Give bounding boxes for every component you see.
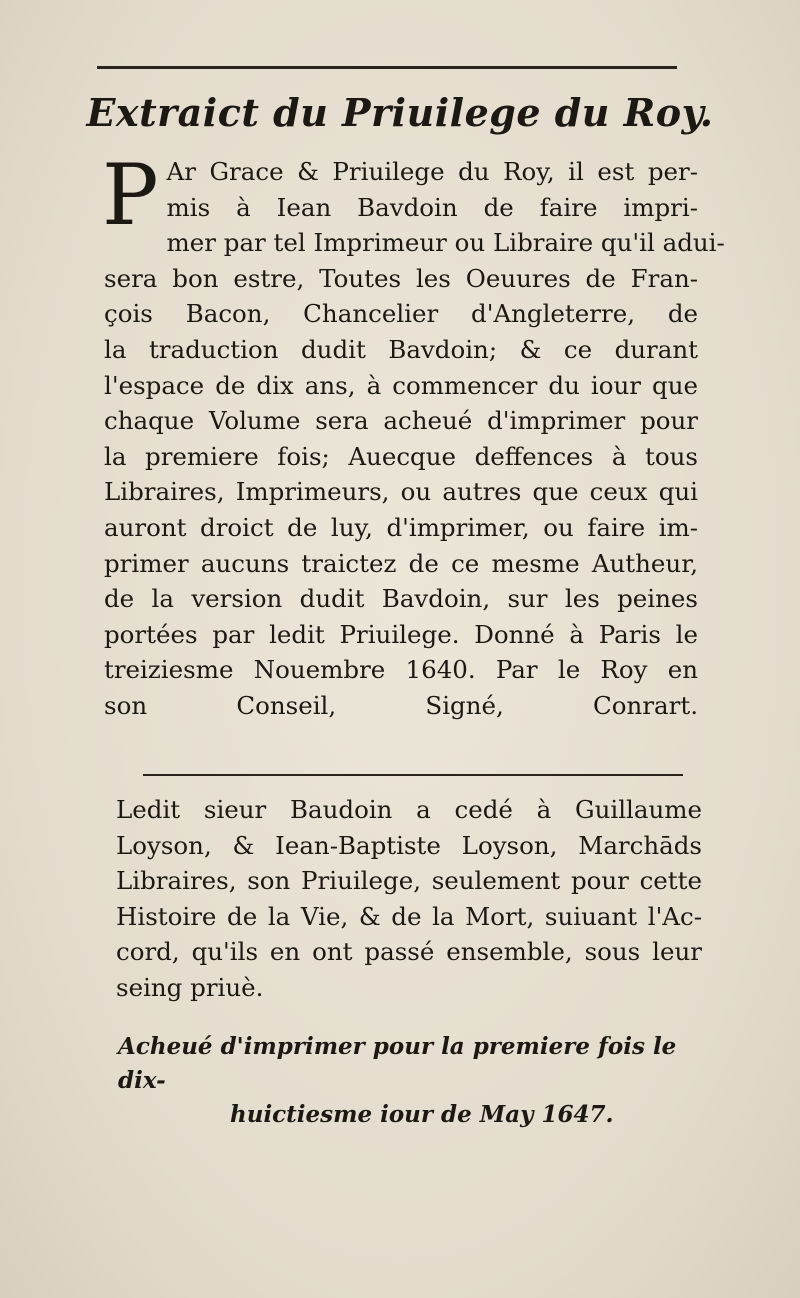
- privilege-signature-line: son Conseil, Signé, Conrart.: [104, 690, 698, 720]
- privilege-line: la traduction dudit Bavdoin; & ce durant: [104, 334, 698, 364]
- cession-text: [116, 792, 702, 1006]
- privilege-line: la premiere fois; Auecque deffences à tous: [104, 441, 698, 471]
- completion-line-1: Acheué d'imprimer pour la premiere fois le dix-: [118, 1033, 677, 1094]
- privilege-line: de la version dudit Bavdoin, sur les peines: [104, 584, 698, 614]
- privilege-line: auront droict de luy, d'imprimer, ou faire im-: [104, 512, 698, 542]
- privilege-text: [102, 146, 725, 724]
- privilege-line: çois Bacon, Chancelier d'Angleterre, de: [104, 299, 698, 329]
- cession-line: Ledit sieur Baudoin a cedé à Guillaume: [116, 795, 702, 824]
- cession-line: seing priuè.: [116, 972, 264, 1002]
- privilege-line: primer aucuns traictez de ce mesme Autheur,: [104, 548, 698, 578]
- cession-line: Loyson, & Iean-Baptiste Loyson, Marchāds: [116, 830, 702, 860]
- drop-cap: P: [102, 146, 159, 244]
- completion-line-2: huictiesme iour de May 1647.: [230, 1101, 614, 1128]
- privilege-line: portées par ledit Priuilege. Donné à Paris le: [104, 619, 698, 649]
- section-divider: [143, 774, 683, 776]
- privilege-line: l'espace de dix ans, à commencer du iour que: [104, 370, 698, 400]
- privilege-line: mer par tel Imprimeur ou Libraire qu'il adui-: [166, 228, 725, 258]
- printing-completion-note: [118, 1030, 704, 1132]
- privilege-line: chaque Volume sera acheué d'imprimer pour: [104, 406, 698, 436]
- cession-line: cord, qu'ils en ont passé ensemble, sous leur: [116, 937, 702, 967]
- cession-line: Histoire de la Vie, & de la Mort, suiuant l'Ac-: [116, 901, 702, 931]
- page-title: Extraict du Priuilege du Roy.: [86, 90, 714, 135]
- privilege-line: mis à Iean Bavdoin de faire impri-: [166, 192, 698, 222]
- top-rule: [97, 66, 677, 69]
- privilege-line: treiziesme Nouembre 1640. Par le Roy en: [104, 655, 698, 685]
- privilege-line: Libraires, Imprimeurs, ou autres que ceux qui: [104, 477, 698, 507]
- privilege-line: sera bon estre, Toutes les Oeuures de Fran-: [104, 263, 698, 293]
- cession-line: Libraires, son Priuilege, seulement pour cette: [116, 866, 702, 896]
- privilege-line: Ar Grace & Priuilege du Roy, il est per-: [166, 157, 698, 186]
